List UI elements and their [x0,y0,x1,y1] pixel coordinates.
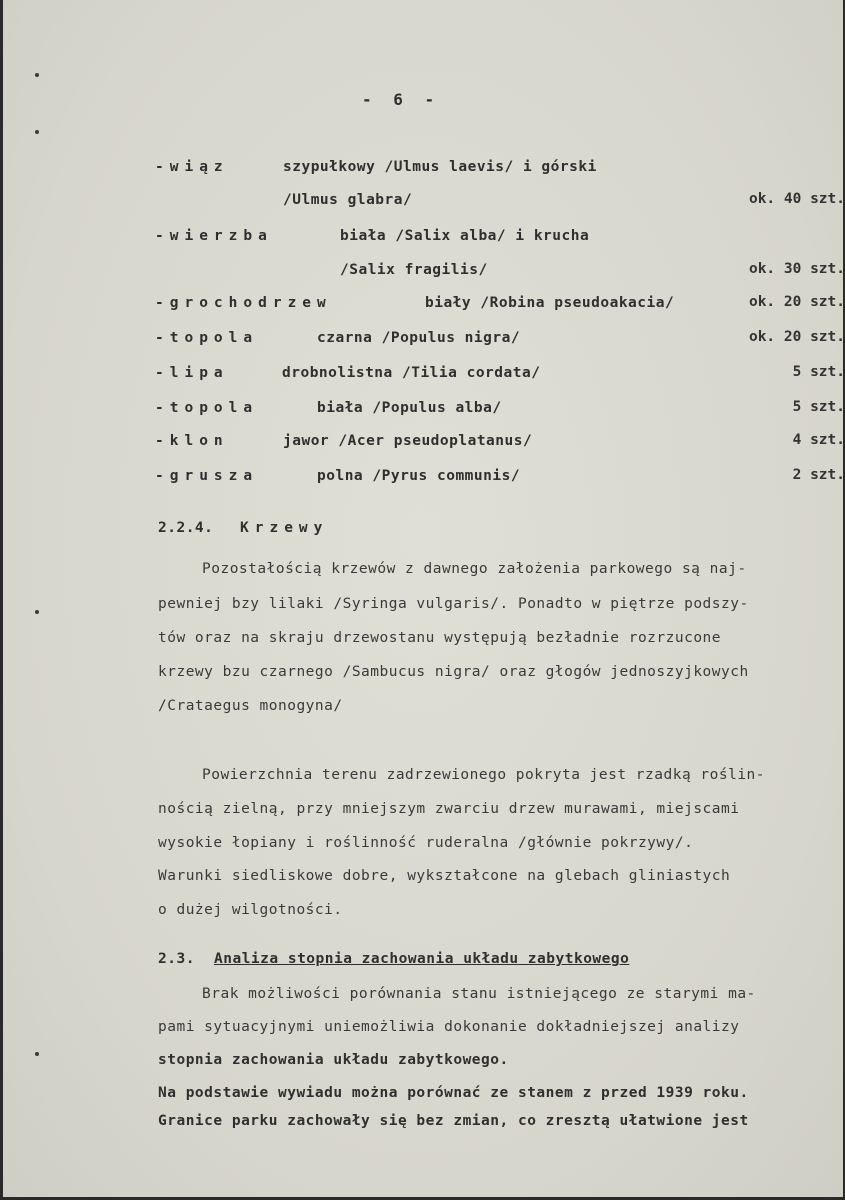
tree-list-row [155,364,845,384]
tree-count: 2 szt. [792,467,845,483]
tree-count: 5 szt. [792,399,845,415]
tree-description: biała /Salix alba/ i krucha [340,228,590,244]
tree-description: /Salix fragilis/ [340,262,488,278]
section-heading: Analiza stopnia zachowania układu zabytkowego [214,951,630,967]
paragraph-line: tów oraz na skraju drzewostanu występują bezładnie rozrzucone [158,630,722,646]
paragraph-line: o dużej wilgotności. [158,902,343,918]
tree-name: -topola [155,400,259,416]
tree-list-row [155,227,845,247]
paragraph-line: krzewy bzu czarnego /Sambucus nigra/ oraz głogów jednoszyjkowych [158,664,749,680]
page-number: - 6 - [362,90,441,109]
tree-list-row [155,261,845,281]
tree-list-row [155,294,845,314]
paragraph-line: /Crataegus monogyna/ [158,698,343,714]
tree-name: -klon [155,433,229,449]
paragraph-line: Powierzchnia terenu zadrzewionego pokryta jest rzadką roślin- [202,767,766,783]
punch-hole-mark [35,1052,39,1056]
tree-name: -wiąz [155,159,229,175]
tree-list-row [155,432,845,452]
paragraph-line: stopnia zachowania układu zabytkowego. [158,1052,509,1068]
tree-name: -topola [155,330,259,346]
punch-hole-mark [35,130,39,134]
tree-description: jawor /Acer pseudoplatanus/ [283,433,533,449]
paragraph-line: pami sytuacyjnymi uniemożliwia dokonanie dokładniejszej analizy [158,1019,740,1035]
tree-description: biały /Robina pseudoakacia/ [425,295,675,311]
tree-description: polna /Pyrus communis/ [317,468,521,484]
paragraph-line: Warunki siedliskowe dobre, wykształcone na glebach gliniastych [158,868,731,884]
paragraph-line: wysokie łopiany i roślinność ruderalna /głównie pokrzywy/. [158,835,694,851]
tree-description: biała /Populus alba/ [317,400,502,416]
tree-description: drobnolistna /Tilia cordata/ [282,365,541,381]
tree-count: ok. 40 szt. [748,191,845,207]
tree-description: czarna /Populus nigra/ [317,330,521,346]
paragraph-line: Pozostałością krzewów z dawnego założenia parkowego są naj- [202,561,747,577]
punch-hole-mark [35,73,39,77]
tree-list-row [155,399,845,419]
section-heading: Krzewy [240,520,329,536]
tree-count: ok. 20 szt. [748,294,845,310]
tree-list-row [155,329,845,349]
tree-name: -lipa [155,365,229,381]
paragraph-line: pewniej bzy lilaki /Syringa vulgaris/. Ponadto w piętrze podszy- [158,596,749,612]
tree-name: -wierzba [155,228,273,244]
tree-count: 4 szt. [792,432,845,448]
tree-list-row [155,158,845,178]
paragraph-line: Granice parku zachowały się bez zmian, co zresztą ułatwione jest [158,1113,749,1129]
paragraph-line: Na podstawie wywiadu można porównać ze stanem z przed 1939 roku. [158,1085,749,1101]
tree-list-row [155,191,845,211]
tree-name: -grusza [155,468,259,484]
section-number: 2.2.4. [158,520,214,536]
punch-hole-mark [35,610,39,614]
tree-description: szypułkowy /Ulmus laevis/ i górski [283,159,597,175]
section-number: 2.3. [158,951,195,967]
paragraph-line: Brak możliwości porównania stanu istniejącego ze starymi ma- [202,986,756,1002]
tree-name: -grochodrzew [155,295,332,311]
tree-description: /Ulmus glabra/ [283,192,413,208]
tree-count: 5 szt. [792,364,845,380]
paragraph-line: nością zielną, przy mniejszym zwarciu drzew murawami, miejscami [158,801,740,817]
tree-list-row [155,467,845,487]
tree-count: ok. 20 szt. [748,329,845,345]
tree-count: ok. 30 szt. [748,261,845,277]
page-edge-left [0,0,3,1200]
